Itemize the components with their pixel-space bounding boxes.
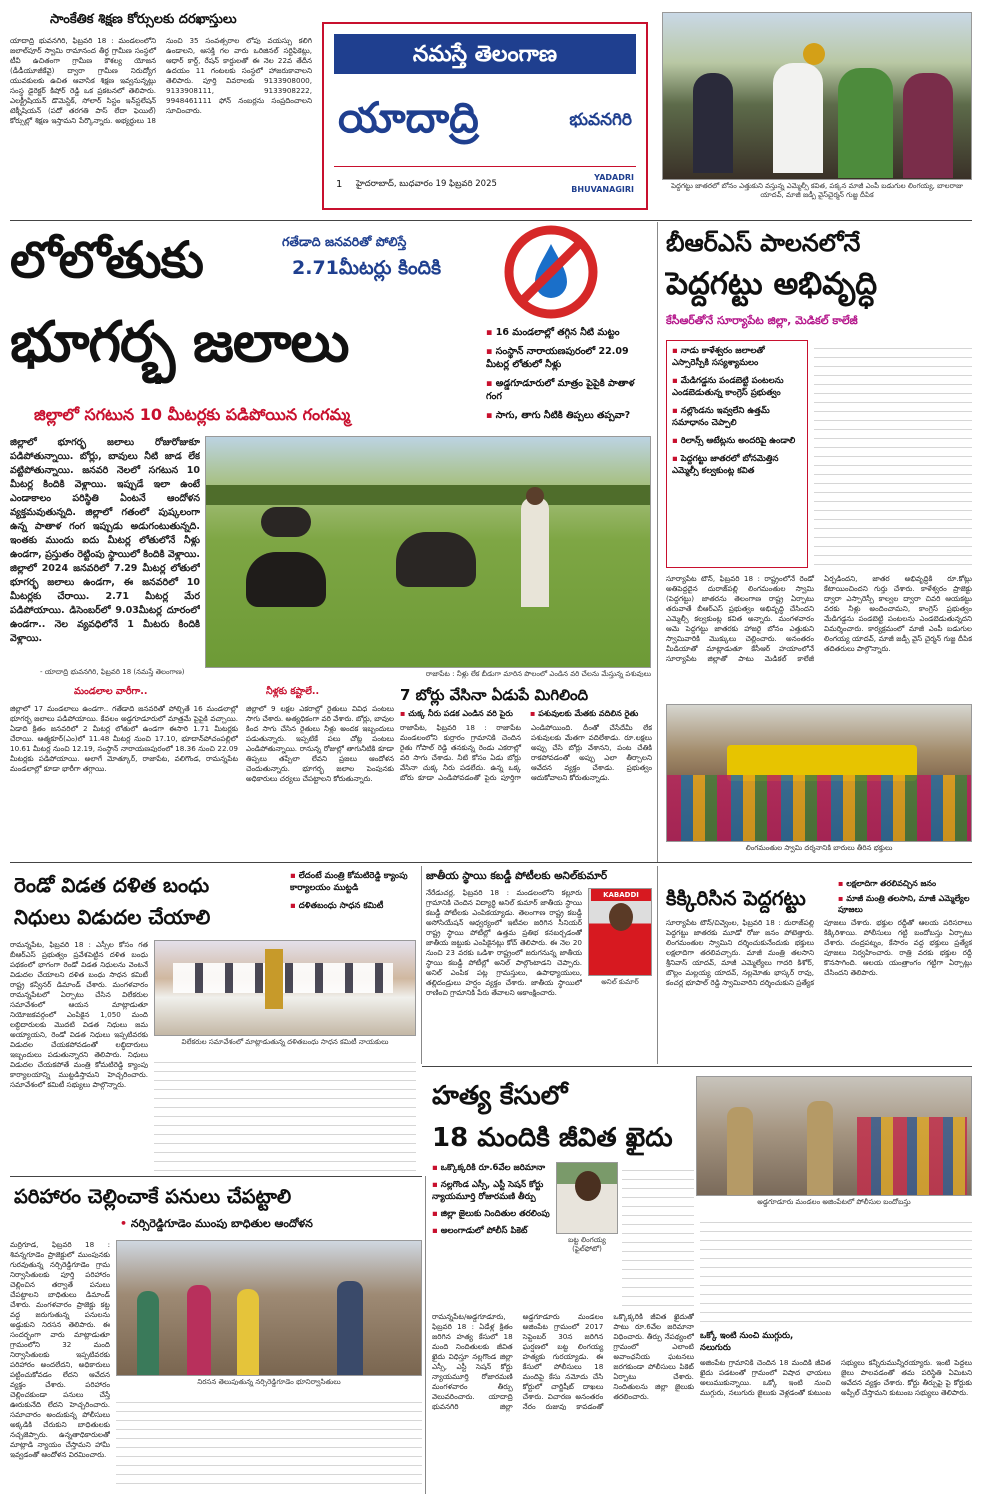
murder-point-4: ▪ అలంగాడులో పోలీస్ పికెట్ [432, 1225, 552, 1237]
kabaddi-body: నేరేడుచర్ల, ఫిబ్రవరి 18 : మండలంలోని కల్లూరు గ్రామానికి చెందిన విద్యార్థి అనిల్ కుమార్ జాతీయ స్థాయి కబడ్డీ పోటీలకు ఎంపికయ్యాడు. తెలంగాణ రాష్ట్ర కబడ్డీ అసోసియేషన్ ఆధ్వర్యంలో ఇటీవల జరిగిన సీనియర్ రాష్ట్ర స్థాయి పోటీల్లో ఉత్తమ ప్రతిభ కనబర్చడంతో జాతీయ జట్టుకు ఎంపికైనట్లు కోచ్ తెలిపారు. ఈ నెల 20 నుంచి 23 వరకు ఒడిశా రాష్ట్రంలో జరుగనున్న జాతీయ స్థాయి కబడ్డీ పోటీల్లో అనిల్ పాల్గొంటాడని చెప్పారు. అనిల్ ఎంపిక పట్ల గ్రామస్తులు, ఉపాధ్యాయులు, తల్లిదండ్రులు హర్షం వ్యక్తం చేశారు. జాతీయ స్థాయిలో రాణించి గ్రామానికి పేరు తేవాలని ఆకాంక్షించారు. [426, 888, 582, 997]
murder-body-top [622, 1162, 694, 1308]
peddagattu-point-1: ▪ నాడు కాళేశ్వరం జలాలతో ఎస్సారెస్పీకి సస్యశ్యామలం [672, 345, 802, 369]
dalit-bandhu-body-right [154, 1054, 416, 1172]
borewells-point-2: ▪ పశువులకు మేతకు వదిలిన రైతు [530, 708, 652, 719]
borewells-body: రాజాపేట, ఫిబ్రవరి 18 : రాజాపేట మండలంలోని కుర్రారం గ్రామానికి చెందిన రైతు గోపాల్ రెడ్డి తనకున్న రెండు ఎకరాల్లో వరి సాగు చేశాడు. నీటి కోసం ఏడు బోర్లు వేసినా చుక్క నీరు పడలేదు. ఉన్న ఒక్క బోరు కూడా ఎండిపోవడంతో పైరు పూర్తిగా ఎండిపోయింది. దీంతో చేసేదేమీ లేక పశువులకు మేతగా వదిలేశాడు. రూ.లక్షలు అప్పు చేసి బోర్లు వేశానని, పంట చేతికి రాకపోవడంతో అప్పు ఎలా తీర్చాలని ఆవేదన వ్యక్తం చేశాడు. ప్రభుత్వం ఆదుకోవాలని కోరుతున్నాడు. [400, 723, 652, 782]
deck-line-1: గతేడాది జనవరితో పోలిస్తే [282, 234, 407, 249]
murder-point-1: ▪ ఒక్కొక్కరికి రూ.6వేల జరిమానా [432, 1162, 552, 1174]
main-point-1: ▪ 16 మండలాల్లో తగ్గిన నీటి మట్టం [486, 326, 652, 339]
kabaddi-headline: జాతీయ స్థాయి కబడ్డీ పోటీలకు అనిల్‌కుమార్ [426, 870, 608, 882]
headline: సాంకేతిక శిక్షణ కోర్సులకు దరఖాస్తులు [50, 12, 237, 27]
edition-name: యాదాద్రి [338, 93, 479, 142]
paper-name: నమస్తే తెలంగాణ [412, 41, 558, 67]
dalit-bandhu-headline-2: నిధులు విడుదల చేయాలి [14, 905, 211, 929]
edition-en-1: YADADRI [594, 173, 634, 182]
compensation-headline: పరిహారం చెల్లించాకే పనులు చేపట్టాలి [14, 1185, 292, 1208]
compensation-subhead [120, 1216, 420, 1232]
dalit-bandhu-headline-1: రెండో విడత దళిత బంధు [14, 873, 210, 897]
main-lead: జిల్లాలో భూగర్భ జలాలు రోజురోజుకూ పడిపోతున్నాయి. బోర్లు, బావులు నీటి జాడ లేక వట్టిపోతున్నాయి. జనవరి నెలలో సగటున 10 మీటర్ల కిందికి వెళ్లాయి. ఇప్పుడే ఇలా ఉంటే ఎండాకాలం పరిస్థితి ఏంటనే ఆందోళన వ్యక్తమవుతున్నది. జిల్లాలో గతంలో పుష్కలంగా ఉన్న పాతాళ గంగ ఇప్పుడు అడుగంటుతున్నది. ఇంతకు ముందు ఐదు మీటర్ల లోతులోనే నీళ్లు ఉండగా, ప్రస్తుతం రెట్టింపు స్థాయిలో కిందికి వెళ్లాయి. జిల్లాలో 2024 జనవరిలో 7.29 మీటర్ల లోతులో భూగర్భ జలాలు ఉండగా, ఈ జనవరిలో 10 మీటర్లకు చేరాయి. 2.71 మీటర్ల మేర పడిపోయాయి. డిసెంబర్‌లో 9.03మీటర్ల దూరంలో ఉండగా.. నెల వ్యవధిలోనే 1 మీటరు కిందికి వెళ్లాయి. [10, 437, 200, 644]
borewells-point-1: ▪ చుక్క నీరు పడక ఎండిన వరి పైరు [400, 708, 522, 719]
crowd-point-1: ▪ లక్షలాదిగా తరలివచ్చిన జనం [838, 878, 974, 889]
protest-photo-caption: నిరసన తెలుపుతున్న నర్సిరెడ్డిగూడెం భూనిర్వాసితులు [197, 1378, 341, 1386]
compensation-body-right [116, 1394, 422, 1492]
no-water-icon [503, 224, 599, 320]
main-points [486, 326, 652, 422]
peddagattu-point-2: ▪ మేడిగడ్డను పండబెట్టి పంటలను ఎండబెడుతున్న కాంగ్రెస్ ప్రభుత్వం [672, 375, 802, 399]
anil-kumar-photo: KABADDI [588, 888, 652, 976]
anil-kumar-caption: అనిల్ కుమార్ [601, 978, 639, 986]
water-trouble-title: నీళ్లకు కష్టాలే.. [266, 686, 320, 697]
murder-headline-1: హత్య కేసులో [432, 1081, 568, 1111]
edition-en-2: BHUVANAGIRI [571, 185, 634, 194]
masthead [322, 22, 648, 210]
borewells-headline: 7 బోర్లు వేసినా ఏడుపే మిగిలింది [400, 686, 589, 704]
crowd-point-2: ▪ మాజీ మంత్రి తలసాని, మాజీ ఎమ్మెల్యేల పూజలు [838, 893, 974, 915]
murder-point-2: ▪ నల్లగొండ ఎస్సీ, ఎస్టీ సెషన్ కోర్టు న్యాయమూర్తి రోజారమణి తీర్పు [432, 1179, 552, 1203]
peddagattu-headline-2: పెద్దగట్టు అభివృద్ధి [666, 266, 878, 302]
cattle-field-photo [205, 436, 651, 668]
peddagattu-point-5: ▪ పెద్దగట్టు జాతరలో బోనమెత్తిన ఎమ్మెల్సీ కల్వకుంట్ల కవిత [672, 453, 802, 477]
dalit-point-2: ▪ దళితబంధు సాధన కమిటీ [290, 900, 420, 912]
kavitha-bonam-photo [662, 12, 972, 180]
deck-box [282, 230, 492, 290]
murder-side-box [700, 1330, 972, 1492]
water-trouble-box [246, 684, 394, 860]
main-headline-2: భూగర్భ జలాలు [10, 309, 349, 375]
deck-line-2: 2.71మీటర్లు కిందికి [292, 257, 441, 279]
main-point-4: ▪ సాగు, తాగు నీటికి తిప్పలు తప్పవా? [486, 409, 652, 422]
main-point-3: ▪ అడ్డగూడూరులో మాత్రం పైపైకి పాతాళ గంగ [486, 377, 652, 403]
batta-lingaiah-photo [556, 1162, 618, 1234]
kavitha-photo-caption: పెద్దగట్టు జాతరలో బోనం ఎత్తుకుని వస్తున్న ఎమ్మెల్సీ కవిత, పక్కన మాజీ ఎంపీ బడుగుల లింగయ్య, బాలరాజు యాదవ్, మాజీ జడ్పీ వైస్‌చైర్మన్ గుజ్జ దీపిక [671, 182, 963, 199]
peddagattu-headline-1: బీఆర్‌ఎస్ పాలనలోనే [666, 229, 861, 257]
compensation-bullet: • [120, 1217, 131, 1230]
water-trouble-body: జిల్లాలో 9 లక్షల ఎకరాల్లో రైతులు వివిధ పంటలు సాగు చేశారు. అత్యధికంగా వరి వేశారు. బోర్లు, బావుల కింద సాగు చేసిన రైతులు నీళ్లు అందక ఇబ్బందులు పడుతున్నారు. ఇప్పటికే పలు చోట్ల పంటలు ఎండిపోతున్నాయి. రానున్న రోజుల్లో తాగునీటికి కూడా తిప్పలు తప్పేలా లేవని ప్రజలు ఆందోళన చెందుతున్నారు. భూగర్భ జలాల పెంపునకు అధికారులు చర్యలు చేపట్టాలని కోరుతున్నారు. [246, 704, 394, 783]
cattle-photo-caption: రాజాపేట : నీళ్లు లేక బీడుగా మారిన పొలంలో ఎండిన వరి చేలను మేస్తున్న పశువులు [425, 670, 651, 678]
crowd-body: సూర్యాపేట టౌన్/చివ్వెంల, ఫిబ్రవరి 18 : దురాజ్‌పల్లి పెద్దగట్టు జాతరకు మూడో రోజు జనం పోటెత్తారు. లింగమంతుల స్వామిని దర్శించుకునేందుకు భక్తులు లక్షలాదిగా తరలివచ్చారు. మాజీ మంత్రి తలసాని శ్రీనివాస్ యాదవ్, మాజీ ఎమ్మెల్యేలు గాదరి కిశోర్, బొల్లం మల్లయ్య యాదవ్, నల్లమోతు భాస్కర్ రావు, కంచర్ల భూపాల్ రెడ్డి స్వామివారిని దర్శించుకుని ప్రత్యేక పూజలు చేశారు. భక్తుల రద్దీతో ఆలయ పరిసరాలు కిక్కిరిశాయి. పోలీసులు గట్టి బందోబస్తు ఏర్పాటు చేశారు. చంద్రపట్నం, కేసారం వద్ద భక్తులు ప్రత్యేక పూజలు నిర్వహించారు. రాత్రి వరకు భక్తుల రద్దీ కొనసాగింది. ఆలయ యంత్రాంగం గట్టిగా ఏర్పాట్లు చేసిందని తెలిపారు. [666, 918, 972, 987]
compensation-body: మర్రిగూడ, ఫిబ్రవరి 18 : శివన్నగూడెం ప్రాజెక్టులో ముంపునకు గురవుతున్న నర్సిరెడ్డిగూడెం గ్రామ నిర్వాసితులకు పూర్తి పరిహారం చెల్లించిన తర్వాతే పనులు చేపట్టాలని బాధితులు డిమాండ్ చేశారు. మంగళవారం ప్రాజెక్టు కట్ట వద్ద జరుగుతున్న పనులను అడ్డుకుని నిరసన తెలిపారు. ఈ సందర్భంగా వారు మాట్లాడుతూ గ్రామంలోని 32 మంది నిర్వాసితులకు ఇప్పటివరకు పరిహారం అందలేదని, అధికారులు పట్టించుకోవడం లేదని ఆవేదన వ్యక్తం చేశారు. పరిహారం చెల్లించకుండా పనులు చేస్తే ఊరుకునేది లేదని హెచ్చరించారు. సమాచారం అందుకున్న పోలీసులు అక్కడికి చేరుకుని బాధితులకు నచ్చజెప్పారు. ఉన్నతాధికారులతో మాట్లాడి న్యాయం చేస్తామని హామీ ఇవ్వడంతో ఆందోళన విరమించారు. [10, 1240, 110, 1459]
main-point-2: ▪ సంస్థాన్ నారాయణపురంలో 22.09 మీటర్ల లోతులో నీళ్లు [486, 345, 652, 371]
story-body: యాదాద్రి భువనగిరి, ఫిబ్రవరి 18 : మండలంలోని జలాల్‌పూర్ స్వామి రామానంద తీర్థ గ్రామీణ సంస్థలో టీవీ ఉచితంగా గ్రామీణ కౌశల్య యోజన (డీడీయూజీకేవై) ద్వారా గ్రామీణ నిరుద్యోగ యువకులకు ఉచిత ఆవాసిక శిక్షణ ఇవ్వనున్నట్లు సంస్థ డైరెక్టర్ కిషోర్ రెడ్డి ఒక ప్రకటనలో తెలిపారు. ఎలక్ట్రీషియన్ డొమెస్టిక్, సోలార్ సిస్టం ఇన్‌స్టలేషన్ టెక్నీషియన్ (పదో తరగతి పాస్ లేదా ఫెయిల్) కోర్సుల్లో శిక్షణ ఇస్తామని పేర్కొన్నారు. అభ్యర్థులు 18 నుంచి 35 సంవత్సరాల లోపు వయస్సు కలిగి ఉండాలని, ఆసక్తి గల వారు ఒరిజినల్ సర్టిఫికెట్లు, ఆధార్ కార్డ్, రేషన్ కార్డులతో ఈ నెల 22వ తేదీన ఉదయం 11 గంటలకు సంస్థలో హాజరుకావాలని తెలిపారు. పూర్తి వివరాలకు 9133908000, 9133908111, 9133908222, 9948461111 ఫోన్ నంబర్లను సంప్రదించాలని సూచించారు. [10, 36, 312, 125]
mandal-wise-box [10, 684, 238, 860]
edition-row [334, 84, 636, 154]
peddagattu-point-4: ▪ రిలాన్స్ ఆటేట్లను అందరిపై ఉండాలి [672, 435, 802, 447]
murder-side-title: ఒక్కో ఇంటి నుంచి ముగ్గురు, నలుగురు [700, 1331, 794, 1353]
crowd-headline: కిక్కిరిసిన పెద్దగట్టు [666, 886, 806, 910]
peddagattu-point-3: ▪ నల్లొండను ఇవ్వలేని ఉత్తమ్ సమాధానం చెప్పాలి [672, 405, 802, 429]
main-subhead: జిల్లాలో సగటున 10 మీటర్లకు పడిపోయిన గంగమ్మ [34, 405, 351, 424]
page-number: 1 [336, 179, 343, 190]
mandal-box-body: జిల్లాలో 17 మండలాలు ఉండగా.. గతేడాది జనవరితో పోల్చితే 16 మండలాల్లో భూగర్భ జలాలు పడిపోయాయి. కేవలం అడ్డగూడూరులో మాత్రమే పైపైకి వచ్చాయి. ఏడాది క్రితం జనవరిలో 2 మీటర్ల లోతులో ఉండగా ఈసారి 1.71 మీటర్లకు చేరాయి. ఆత్మకూర్(ఎం)లో 11.48 మీటర్ల నుంచి 17.10, భూదాన్‌పోచంపల్లిలో 10.61 మీటర్ల నుంచి 12.19, సంస్థాన్ నారాయణపురంలో 18.36 నుంచి 22.09 మీటర్లకు పడిపోయాయి. అలాగే మోత్కూర్, రాజాపేట, వలిగొండ, రామన్నపేట మండలాల్లో కూడా భారీగా తగ్గాయి. [10, 704, 238, 773]
top-left-story [10, 10, 312, 220]
murder-body: రామన్నపేట/అడ్డగూడూరు, ఫిబ్రవరి 18 : ఏడేళ్ల క్రితం జరిగిన హత్య కేసులో 18 మంది నిందితులకు జీవిత ఖైదు విధిస్తూ నల్లగొండ జిల్లా ఎస్సీ, ఎస్టీ సెషన్ కోర్టు న్యాయమూర్తి రోజారమణి మంగళవారం తీర్పు వెలువరించారు. యాదాద్రి భువనగిరి జిల్లా అడ్డగూడూరు మండలం అజింపేట గ్రామంలో 2017 సెప్టెంబర్ 30న జరిగిన ఘర్షణలో బట్ట లింగయ్య హత్యకు గురయ్యాడు. ఈ కేసులో పోలీసులు 18 మందిపై కేసు నమోదు చేసి కోర్టులో చార్జిషీట్ దాఖలు చేశారు. విచారణ అనంతరం నేరం రుజువు కావడంతో ఒక్కొక్కరికి జీవిత ఖైదుతో పాటు రూ.6వేల జరిమానా విధించారు. తీర్పు నేపథ్యంలో గ్రామంలో ఎలాంటి అవాంఛనీయ ఘటనలు జరగకుండా పోలీసులు పికెట్ ఏర్పాటు చేశారు. నిందితులను జిల్లా జైలుకు తరలించారు. [432, 1312, 694, 1411]
peddagattu-body: సూర్యాపేట టౌన్, ఫిబ్రవరి 18 : రాష్ట్రంలోనే రెండో అతిపెద్దదైన దురాజ్‌పల్లి లింగమంతుల స్వామి (పెద్దగట్టు) జాతరను తెలంగాణ రాష్ట్ర ఏర్పాటు తరువాతే బీఆర్‌ఎస్ ప్రభుత్వం అభివృద్ధి చేసిందని ఎమ్మెల్సీ కల్వకుంట్ల కవిత అన్నారు. మంగళవారం ఆమె పెద్దగట్టు జాతరకు హాజరై బోనం ఎత్తుకుని స్వామివారికి మొక్కులు చెల్లించారు. అనంతరం మీడియాతో మాట్లాడుతూ కేసీఆర్ హయాంలోనే సూర్యాపేట జిల్లాతో పాటు మెడికల్ కాలేజీ ఏర్పడిందని, జాతర అభివృద్ధికి రూ.కోట్లు కేటాయించిందని గుర్తు చేశారు. కాళేశ్వరం ప్రాజెక్టు ద్వారా ఎస్సారెస్పీ కాల్వల ద్వారా చివరి ఆయకట్టు వరకు నీళ్లు అందించామని, కాంగ్రెస్ ప్రభుత్వం మేడిగడ్డను పండబెట్టి పంటలను ఎండబెడుతున్నదని విమర్శించారు. కార్యక్రమంలో మాజీ ఎంపీ బడుగుల లింగయ్య యాదవ్, మాజీ జడ్పీ వైస్ చైర్మన్ గుజ్జ దీపిక తదితరులు పాల్గొన్నారు. [666, 574, 972, 663]
dalit-press-meet-photo [154, 940, 416, 1036]
murder-side-body: అజింపేట గ్రామానికి చెందిన 18 మందికి జీవిత ఖైదు పడటంతో గ్రామంలో విషాద ఛాయలు అలుముకున్నాయి. ఒక్కో ఇంటి నుంచి ముగ్గురు, నలుగురు జైలుకు వెళ్లడంతో కుటుంబ సభ్యులు కన్నీరుమున్నీరయ్యారు. ఇంటి పెద్దలు జైలు పాలవడంతో తమ పరిస్థితి ఏమిటని ఆవేదన వ్యక్తం చేశారు. కోర్టు తీర్పుపై పై కోర్టుకు అప్పీల్ చేస్తామని కుటుంబ సభ్యులు తెలిపారు. [700, 1358, 972, 1397]
main-headline-1: లోలోతుకు [10, 230, 203, 289]
paper-name-bar [334, 34, 636, 74]
main-byline: - యాదాద్రి భువనగిరి, ఫిబ్రవరి 18 (నమస్తే తెలంగాణ) [40, 668, 185, 676]
dateline: హైదరాబాద్, బుధవారం 19 ఫిబ్రవరి 2025 [356, 179, 497, 189]
peddagattu-points [666, 340, 808, 568]
batta-lingaiah-caption: బట్ట లింగయ్య (ఫైల్‌ఫోటో) [568, 1236, 606, 1253]
peddagattu-body-side [814, 340, 972, 568]
murder-point-3: ▪ జిల్లా జైలుకు నిందితుల తరలింపు [432, 1208, 552, 1220]
police-photo-caption: అడ్డగూడూరు మండలం అజింపేటలో పోలీసుల బందోబస్తు [757, 1198, 911, 1206]
dalit-bandhu-points [290, 870, 420, 912]
mandal-box-title: మండలాల వారీగా.. [74, 686, 148, 697]
devotee-queue-photo [666, 704, 972, 842]
compensation-subhead-text: నర్సిరెడ్డిగూడెం ముంపు బాధితుల ఆందోళన [130, 1217, 313, 1230]
borewells-story [400, 684, 652, 860]
dateline-row [334, 166, 636, 202]
crowd-points [838, 878, 974, 915]
peddagattu-subhead: కేసీఆర్‌తోనే సూర్యాపేట జిల్లా, మెడికల్ కాలేజీ [666, 314, 858, 327]
murder-points [432, 1162, 552, 1308]
edition-sub: భువనగిరి [569, 110, 632, 130]
devotee-photo-caption: లింగమంతుల స్వామి దర్శనానికి బారులు తీరిన భక్తులు [745, 844, 893, 852]
dalit-photo-caption: విలేకరుల సమావేశంలో మాట్లాడుతున్న దళితబంధు సాధన కమిటీ నాయకులు [181, 1038, 389, 1046]
murder-headline-2: 18 మందికి జీవిత ఖైదు [432, 1123, 673, 1153]
protest-photo [116, 1240, 422, 1376]
police-bandobast-photo [696, 1076, 972, 1196]
dalit-bandhu-body-left: రామన్నపేట, ఫిబ్రవరి 18 : ఎస్సీల కోసం గత బీఆర్‌ఎస్ ప్రభుత్వం ప్రవేశపెట్టిన దళిత బంధు పథకంలో భాగంగా రెండో విడత నిధులను వెంటనే విడుదల చేయాలని దళిత బంధు సాధన కమిటీ రాష్ట్ర కన్వీనర్ డిమాండ్ చేశారు. మంగళవారం రామన్నపేటలో ఏర్పాటు చేసిన విలేకరుల సమావేశంలో ఆయన మాట్లాడుతూ నియోజకవర్గంలో ఎంపికైన 1,050 మంది లబ్ధిదారులకు మొదటి విడత నిధులు జమ అయ్యాయని, రెండో విడత నిధులు ఇప్పటివరకు విడుదల చేయకపోవడంతో లబ్ధిదారులు ఇబ్బందులు పడుతున్నారని తెలిపారు. నిధులు విడుదల చేయకపోతే మంత్రి కోమటిరెడ్డి క్యాంపు కార్యాలయాన్ని ముట్టడిస్తామని హెచ్చరించారు. సమావేశంలో కమిటీ సభ్యులు పాల్గొన్నారు. [10, 940, 148, 1089]
murder-body-right [700, 1214, 972, 1324]
dalit-point-1: ▪ లేదంటే మంత్రి కోమటిరెడ్డి క్యాంపు కార్యాలయం ముట్టడి [290, 870, 420, 894]
